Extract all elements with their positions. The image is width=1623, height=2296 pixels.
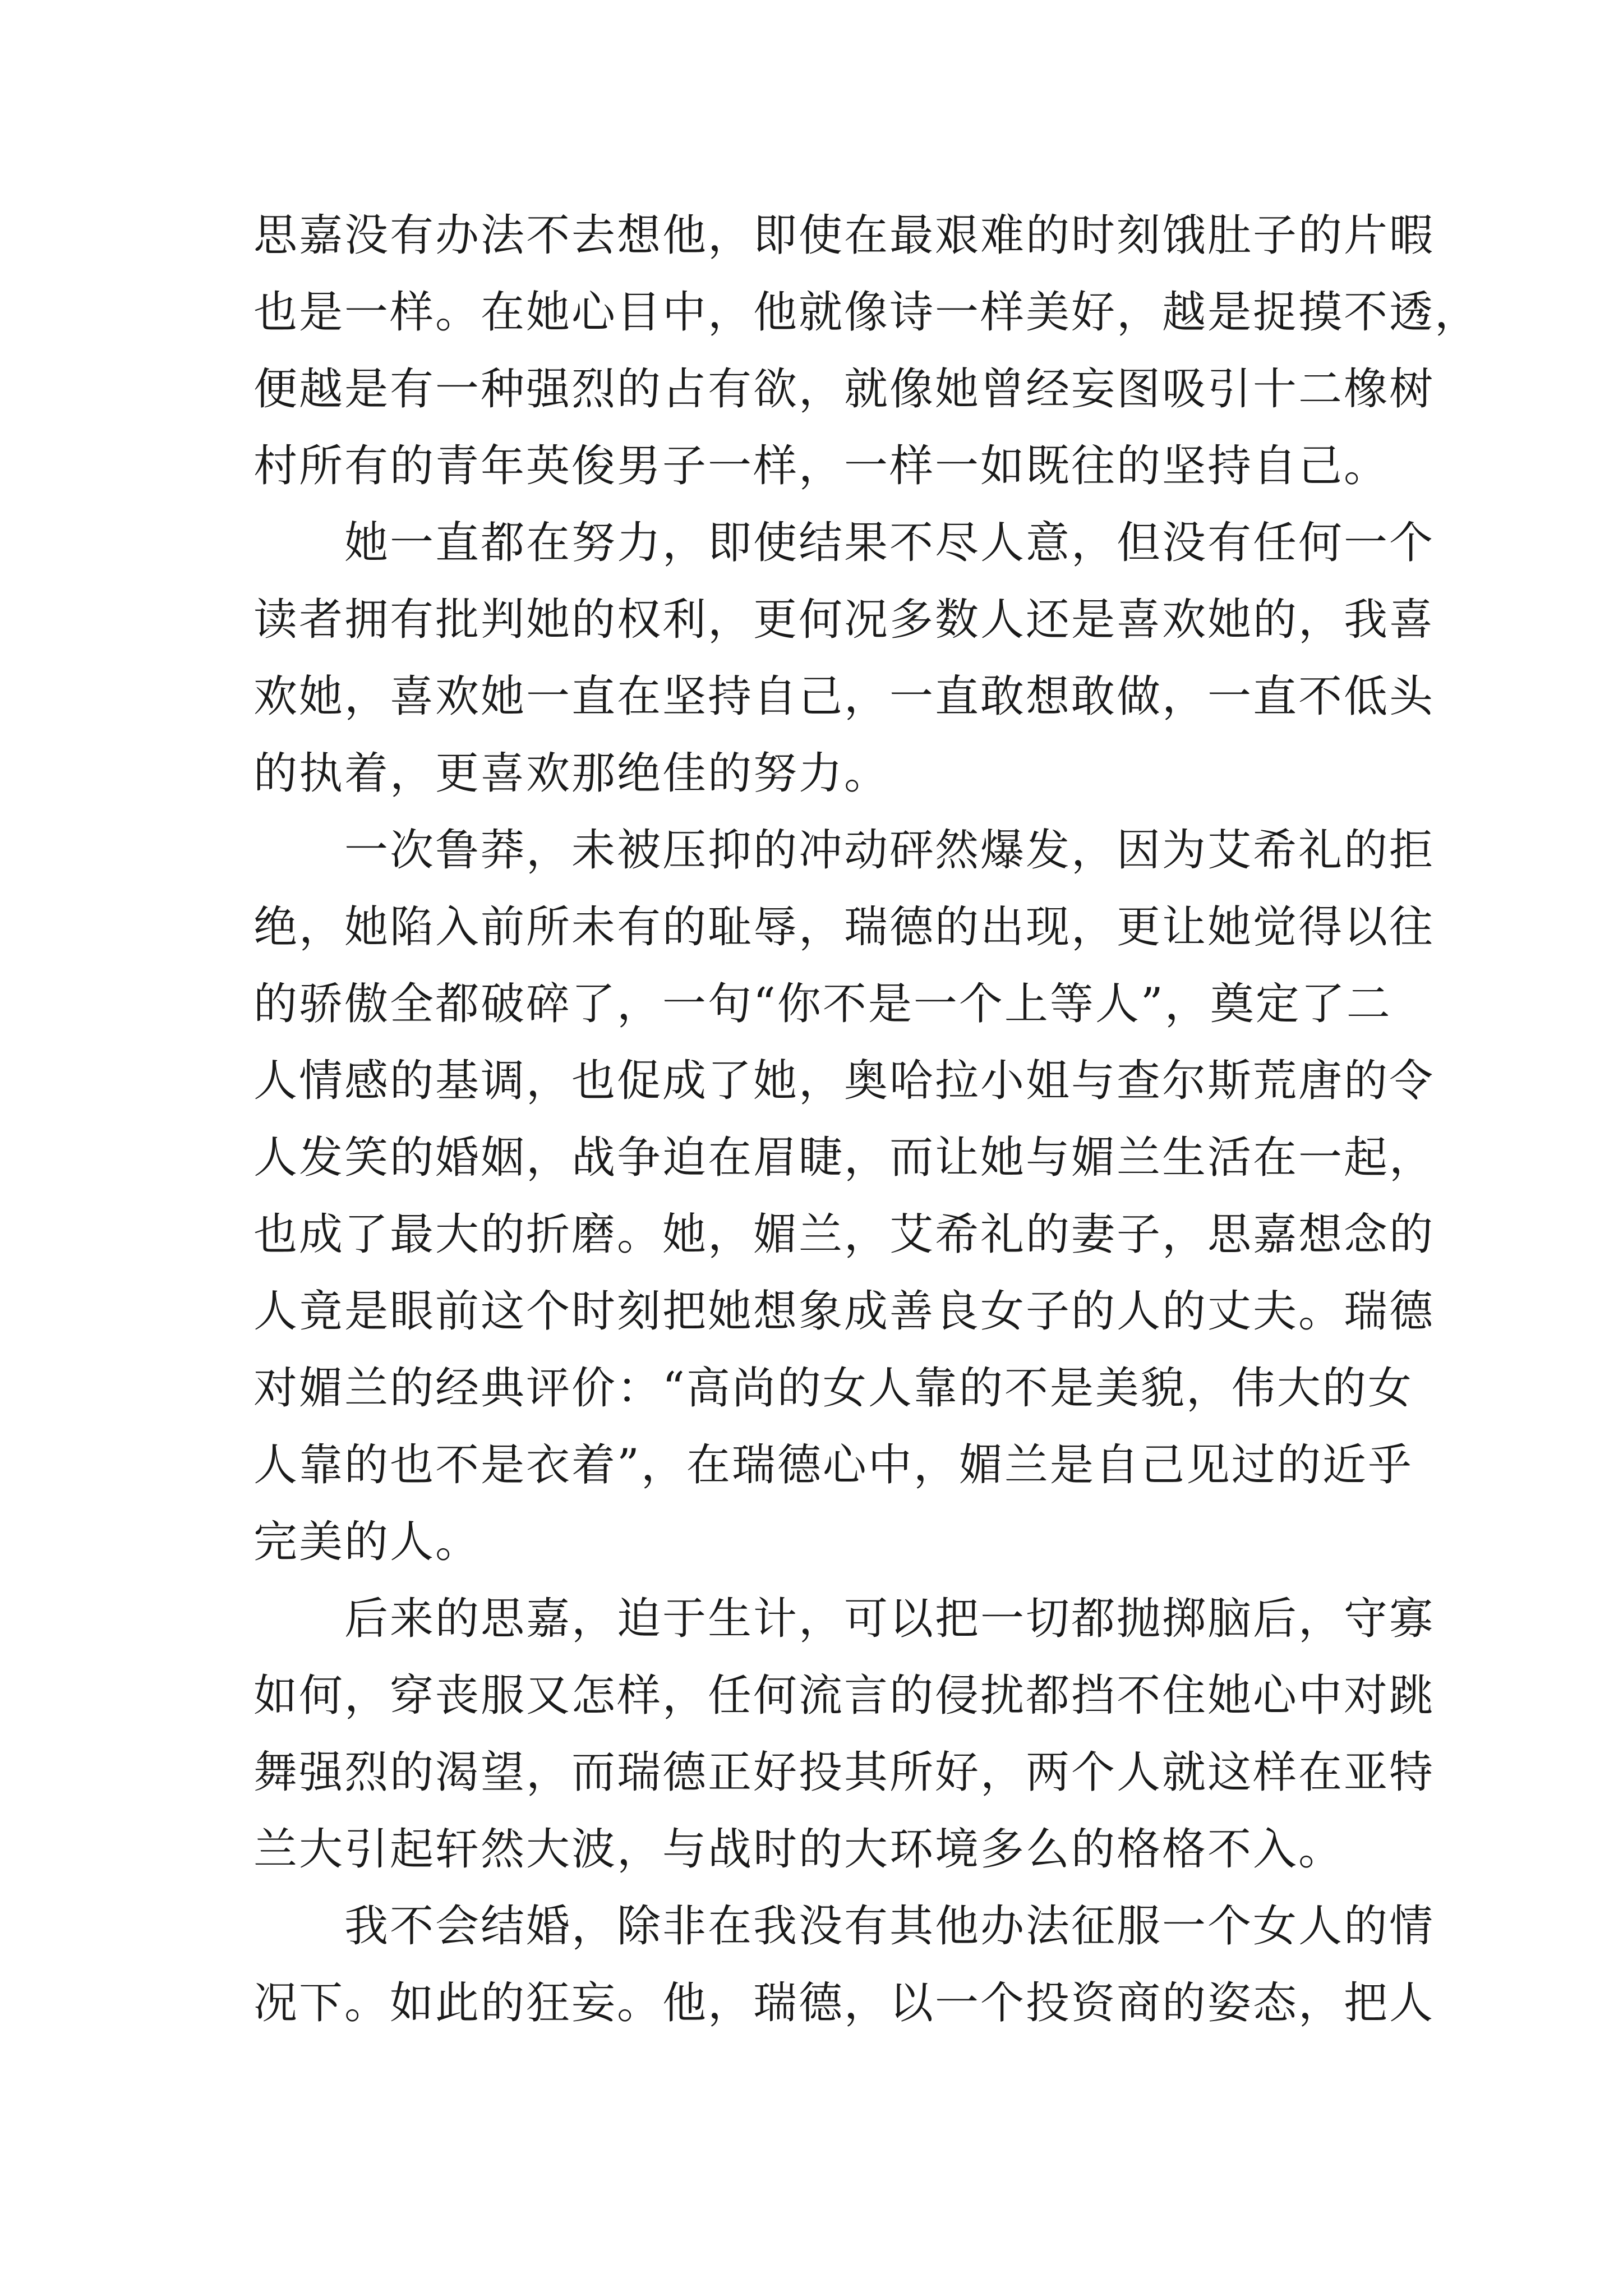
text-line: 人靠的也不是衣着”，在瑞德心中，媚兰是自己见过的近乎 [253, 1440, 1413, 1490]
text-line: 读者拥有批判她的权利，更何况多数人还是喜欢她的，我喜 [253, 595, 1435, 645]
text-line: 便越是有一种强烈的占有欲，就像她曾经妄图吸引十二橡树 [253, 364, 1435, 415]
text-line: 舞强烈的渴望，而瑞德正好投其所好，两个人就这样在亚特 [253, 1747, 1435, 1798]
paragraph-1 [253, 197, 1481, 505]
text-line: 的骄傲全都破碎了，一句“你不是一个上等人”，奠定了二 [253, 979, 1392, 1029]
text-line: 后来的思嘉，迫于生计，可以把一切都抛掷脑后，守寡 [253, 1594, 1435, 1644]
text-line: 村所有的青年英俊男子一样，一样一如既往的坚持自己。 [253, 441, 1390, 491]
paragraph-2 [253, 505, 1435, 812]
text-line: 如何，穿丧服又怎样，任何流言的侵扰都挡不住她心中对跳 [253, 1671, 1435, 1721]
text-line: 一次鲁莽，未被压抑的冲动砰然爆发，因为艾希礼的拒 [253, 825, 1435, 876]
text-line: 也成了最大的折磨。她，媚兰，艾希礼的妻子，思嘉想念的 [253, 1209, 1435, 1260]
text-line: 完美的人。 [253, 1517, 481, 1567]
text-body [253, 197, 1481, 2042]
text-line: 况下。如此的狂妄。他，瑞德，以一个投资商的姿态，把人 [253, 1978, 1435, 2028]
text-line: 欢她，喜欢她一直在坚持自己，一直敢想敢做，一直不低头 [253, 671, 1435, 722]
text-line: 她一直都在努力，即使结果不尽人意，但没有任何一个 [253, 518, 1435, 568]
paragraph-3 [253, 812, 1435, 1581]
text-line: 人竟是眼前这个时刻把她想象成善良女子的人的丈夫。瑞德 [253, 1286, 1435, 1337]
text-line: 的执着，更喜欢那绝佳的努力。 [253, 748, 890, 799]
text-line: 对媚兰的经典评价：“高尚的女人靠的不是美貌，伟大的女 [253, 1363, 1413, 1414]
text-line: 兰大引起轩然大波，与战时的大环境多么的格格不入。 [253, 1824, 1344, 1875]
paragraph-5 [253, 1888, 1435, 2042]
text-line: 人发笑的婚姻，战争迫在眉睫，而让她与媚兰生活在一起， [253, 1133, 1435, 1183]
text-line: 我不会结婚，除非在我没有其他办法征服一个女人的情 [253, 1901, 1435, 1952]
text-line: 绝，她陷入前所未有的耻辱，瑞德的出现，更让她觉得以往 [253, 902, 1435, 953]
text-line: 思嘉没有办法不去想他，即使在最艰难的时刻饿肚子的片暇 [253, 210, 1435, 261]
text-line: 人情感的基调，也促成了她，奥哈拉小姐与查尔斯荒唐的令 [253, 1056, 1435, 1106]
paragraph-4 [253, 1581, 1435, 1888]
text-line: 也是一样。在她心目中，他就像诗一样美好，越是捉摸不透， [253, 287, 1481, 338]
